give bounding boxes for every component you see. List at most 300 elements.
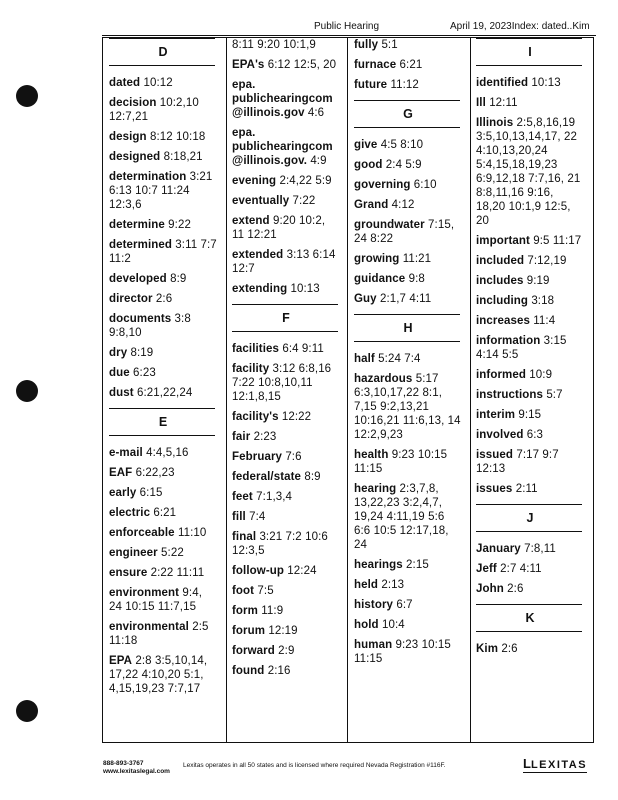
index-refs: 8:12 10:18 [149,131,206,143]
index-entry [232,644,340,658]
index-refs: 11:4 [533,315,556,327]
index-refs: 12:11 [489,97,518,109]
index-refs: 12:22 [281,411,312,423]
index-entry [232,664,340,678]
index-term: director [109,293,153,305]
index-term: information [476,335,541,347]
index-term: held [354,579,379,591]
index-refs: 6:22,23 [135,467,175,479]
index-refs: 6:4 9:11 [282,343,324,355]
index-entry [354,448,462,476]
index-column-1 [109,38,217,702]
lexitas-logo [523,757,587,773]
header-date-text: April 19, 2023 [450,21,512,32]
index-entry [232,194,340,208]
index-term: issued [476,449,514,461]
index-term: ensure [109,567,148,579]
index-term: health [354,449,389,461]
column-divider-2 [347,38,348,742]
index-term: furnace [354,59,397,71]
index-entry [109,76,217,90]
index-entry [109,170,217,212]
index-entry [232,564,340,578]
index-refs: 6:3 [526,429,544,441]
index-entry [232,584,340,598]
index-refs: 8:18,21 [163,151,203,163]
index-term: identified [476,77,529,89]
index-entry [109,292,217,306]
index-entry [476,582,584,596]
index-entry [354,618,462,632]
index-refs: 3:21 7:2 10:6 12:3,5 [232,531,328,557]
index-refs: 9:22 [168,219,191,231]
index-refs: 2:5,8,16,19 3:5,10,13,14,17, 22 4:10,13,20,24 5:4,15,18,19,23 6:9,12,18 7:7,16, 21 8:8,11,16 9:16, 18,20 10:1,9 12:5, 20 [476,117,581,227]
index-entry [232,342,340,356]
index-refs: 2:23 [253,431,277,443]
index-entry [476,96,584,110]
index-term: extended [232,249,284,261]
index-entry [232,58,340,72]
index-term: fill [232,511,246,523]
index-term: forward [232,645,275,657]
index-term: included [476,255,525,267]
index-entry [232,530,340,558]
index-entry [354,198,462,212]
index-term: increases [476,315,530,327]
index-entry [476,562,584,576]
index-entry [354,178,462,192]
index-entry [476,76,584,90]
index-term: eventually [232,195,290,207]
index-entry [109,486,217,500]
index-entry [109,366,217,380]
section-header-k [476,604,584,632]
index-refs: 3:15 4:14 5:5 [476,335,567,361]
index-term: governing [354,179,411,191]
index-term: EAF [109,467,133,479]
index-term: form [232,605,258,617]
index-entry [232,604,340,618]
index-term: facility's [232,411,279,423]
index-term: design [109,131,147,143]
index-term: decision [109,97,157,109]
footer-notice: Lexitas operates in all 50 states and is licensed where required Nevada Registration #116F. [183,762,446,769]
index-entry [476,294,584,308]
index-refs: 10:9 [529,369,553,381]
index-refs: 7:6 [285,451,302,463]
index-entry [354,78,462,92]
index-term: hearings [354,559,403,571]
index-term: guidance [354,273,406,285]
index-term: environment [109,587,180,599]
index-entry [232,624,340,638]
index-entry [476,542,584,556]
index-entry [232,78,340,120]
footer-contact [103,760,170,776]
index-entry [232,510,340,524]
index-refs: 3:11 7:7 11:2 [109,239,217,265]
index-term: dry [109,347,128,359]
index-term: foot [232,585,255,597]
index-refs: 2:4,22 5:9 [279,175,332,187]
index-entry [476,642,584,656]
section-header-i [476,38,584,66]
index-refs: 9:8 [408,273,425,285]
index-entry [354,138,462,152]
index-entry [232,410,340,424]
index-refs: 3:12 6:8,16 7:22 10:8,10,11 12:1,8,15 [232,363,332,403]
index-entry [354,292,462,306]
index-term: fully [354,39,379,51]
index-refs: 2:4 5:9 [385,159,422,171]
index-entry [109,446,217,460]
section-letter: H [403,321,413,335]
index-refs: 2:13 [381,579,405,591]
index-refs: 7:1,3,4 [256,491,293,503]
index-refs: 3:18 [531,295,555,307]
index-entry [109,620,217,648]
section-header-f [232,304,340,332]
index-entry [476,368,584,382]
section-letter: G [403,107,413,121]
header-rule [102,35,596,36]
index-term: determine [109,219,165,231]
index-refs: 6:21 [153,507,177,519]
index-refs: 3:21 6:13 10:7 11:24 12:3,6 [109,171,213,211]
index-entry [109,386,217,400]
footer-website: www.lexitaslegal.com [103,768,170,775]
index-entry [109,96,217,124]
index-refs: 10:2,10 12:7,21 [109,97,199,123]
index-refs: 9:5 11:17 [533,235,582,247]
index-entry [109,466,217,480]
index-entry [354,158,462,172]
section-header-e [109,408,217,436]
index-term: give [354,139,378,151]
section-rule [232,331,338,332]
column-divider-3 [470,38,471,742]
index-term: informed [476,369,526,381]
index-refs: 2:5 11:18 [109,621,209,647]
index-refs: 9:20 10:2, 11 12:21 [232,215,326,241]
index-refs: 3:8 9:8,10 [109,313,191,339]
index-entry [354,482,462,552]
column-divider-1 [226,38,227,742]
index-term: fair [232,431,251,443]
index-term: hold [354,619,379,631]
index-refs: 10:13 [290,283,320,295]
index-refs: 6:10 [413,179,437,191]
index-refs: 2:16 [267,665,291,677]
index-term: hazardous [354,373,413,385]
index-entry [354,598,462,612]
index-refs: 4:4,5,16 [146,447,189,459]
index-entry [109,130,217,144]
index-refs: 2:15 [406,559,429,571]
index-refs: 5:24 7:4 [378,353,421,365]
index-term: early [109,487,137,499]
index-refs: 2:9 [278,645,295,657]
index-refs: 11:21 [402,253,432,265]
index-refs: 3:13 6:14 12:7 [232,249,336,275]
index-term: Guy [354,293,377,305]
index-term: Ill [476,97,486,109]
index-refs: 7:4 [249,511,266,523]
index-refs: 7:15, 24 8:22 [354,219,455,245]
index-term: Kim [476,643,499,655]
index-refs: 2:22 11:11 [150,567,205,579]
index-term: found [232,665,265,677]
index-refs: 7:22 [292,195,316,207]
index-entry [354,638,462,666]
index-term: developed [109,273,167,285]
section-rule [476,531,582,532]
index-entry [354,272,462,286]
index-entry [109,506,217,520]
logo-text: LEXITAS [530,759,588,771]
index-entry [354,38,462,52]
section-header-g [354,100,462,128]
index-entry [109,546,217,560]
index-refs: 4:12 [391,199,415,211]
index-entry [109,346,217,360]
index-entry [476,116,584,228]
section-letter: J [526,511,534,525]
index-term: history [354,599,394,611]
index-entry [232,214,340,242]
index-entry [476,388,584,402]
index-term: EPA [109,655,133,667]
index-refs: 5:22 [161,547,184,559]
index-entry [476,482,584,496]
index-column-3 [354,38,462,672]
section-letter: I [528,45,532,59]
index-term: forum [232,625,266,637]
index-term: half [354,353,375,365]
index-term: epa. publichearingcom @illinois.gov. [232,127,333,167]
section-letter: E [158,415,168,429]
index-term: January [476,543,521,555]
index-refs: 9:15 [518,409,542,421]
index-refs: 9:4, 24 10:15 11:7,15 [109,587,203,613]
index-term: extending [232,283,288,295]
index-term: determination [109,171,187,183]
index-term: electric [109,507,151,519]
index-term: Grand [354,199,389,211]
index-refs: 6:23 [133,367,156,379]
section-letter: D [158,45,168,59]
index-term: includes [476,275,524,287]
section-rule [109,435,215,436]
index-entry [109,566,217,580]
index-refs: 9:19 [526,275,550,287]
index-entry [476,428,584,442]
index-refs: 10:12 [143,77,173,89]
index-entry [109,654,217,696]
index-entry [354,58,462,72]
index-refs: 4:9 [310,155,327,167]
index-entry [109,238,217,266]
index-entry [354,218,462,246]
index-entry [354,252,462,266]
index-term: good [354,159,383,171]
index-refs: 2:6 [501,643,518,655]
index-term: documents [109,313,172,325]
binder-hole-bottom [16,700,38,722]
index-entry [476,448,584,476]
index-refs: 7:5 [257,585,274,597]
index-term: epa. publichearingcom @illinois.gov [232,79,333,119]
index-entry [232,126,340,168]
index-term: including [476,295,529,307]
section-letter: K [525,611,535,625]
index-refs: 2:3,7,8, 13,22,23 3:2,4,7, 19,24 4:11,19 5:6 6:6 10:5 12:17,18, 24 [354,483,449,551]
logo-mark: L [523,756,531,771]
index-term: growing [354,253,400,265]
index-refs: 12:24 [287,565,317,577]
index-entry [232,248,340,276]
index-refs: 5:1 [381,39,398,51]
index-term: important [476,235,530,247]
index-term: future [354,79,388,91]
index-entry [232,282,340,296]
index-entry [354,558,462,572]
index-refs: 8:19 [130,347,154,359]
index-entry [476,254,584,268]
index-term: final [232,531,257,543]
index-refs: 9:23 10:15 11:15 [354,639,451,665]
index-term: enforceable [109,527,175,539]
index-refs: 2:1,7 4:11 [379,293,432,305]
index-refs: 11:12 [390,79,419,91]
index-term: instructions [476,389,544,401]
binder-hole-middle [16,380,38,402]
index-term: environmental [109,621,189,633]
section-rule [354,341,460,342]
header-title: Public Hearing [314,21,380,32]
index-refs: 4:5 8:10 [380,139,424,151]
index-refs: 6:15 [139,487,163,499]
index-refs: 8:9 [170,273,187,285]
index-refs: 11:10 [177,527,207,539]
index-entry [109,312,217,340]
index-term: e-mail [109,447,143,459]
index-refs: 10:13 [531,77,561,89]
section-rule [109,65,215,66]
index-refs: 10:4 [381,619,405,631]
index-entry [476,234,584,248]
index-term: February [232,451,283,463]
index-refs: 7:17 9:7 12:13 [476,449,559,475]
index-entry [354,372,462,442]
index-term: EPA's [232,59,265,71]
index-entry [354,352,462,366]
index-column-4 [476,38,584,662]
index-refs: 12:19 [268,625,298,637]
section-header-d [109,38,217,66]
index-term: due [109,367,130,379]
footer-phone: 888-893-3767 [103,760,144,767]
index-refs: 6:21,22,24 [136,387,193,399]
index-refs: 8:11 9:20 10:1,9 [232,39,316,51]
index-entry [476,314,584,328]
index-term: facility [232,363,270,375]
section-rule [476,65,582,66]
index-term: human [354,639,393,651]
index-term: Illinois [476,117,514,129]
index-entry [232,450,340,464]
index-term: facilities [232,343,280,355]
index-refs: 7:8,11 [524,543,556,555]
index-refs: 2:11 [515,483,538,495]
index-refs: 2:8 3:5,10,14, 17,22 4:10,20 5:1, 4,15,19,23 7:7,17 [109,655,208,695]
section-header-h [354,314,462,342]
index-term: determined [109,239,172,251]
section-rule [476,631,582,632]
index-entry [232,430,340,444]
index-entry [109,272,217,286]
index-entry [109,150,217,164]
index-term: hearing [354,483,397,495]
index-entry [109,218,217,232]
index-entry [354,578,462,592]
index-term: extend [232,215,270,227]
index-term: Jeff [476,563,497,575]
index-refs: 2:7 4:11 [500,563,542,575]
index-refs: 2:6 [507,583,524,595]
index-term: federal/state [232,471,302,483]
index-refs: 6:7 [396,599,413,611]
section-letter: F [282,311,290,325]
index-column-2 [232,38,340,684]
index-term: feet [232,491,253,503]
index-entry [232,362,340,404]
index-term: designed [109,151,161,163]
index-refs: 7:12,19 [527,255,567,267]
index-refs: 4:6 [307,107,325,119]
index-entry [476,274,584,288]
index-refs: 2:6 [155,293,173,305]
index-term: groundwater [354,219,425,231]
index-refs: 5:17 6:3,10,17,22 8:1, 7,15 9:2,13,21 10:16,21 11:6,13, 14 12:2,9,23 [354,373,461,441]
index-entry [109,526,217,540]
index-term: evening [232,175,277,187]
index-entry [476,408,584,422]
header-index-range: Index: dated..Kim [511,21,590,32]
index-refs: 9:23 10:15 11:15 [354,449,448,475]
header-date [450,21,590,32]
section-rule [354,127,460,128]
index-term: John [476,583,504,595]
index-term: engineer [109,547,158,559]
index-refs: 11:9 [261,605,284,617]
index-term: dated [109,77,141,89]
index-term: follow-up [232,565,284,577]
index-entry [232,490,340,504]
index-term: issues [476,483,513,495]
index-entry [232,38,340,52]
index-term: involved [476,429,524,441]
section-header-j [476,504,584,532]
index-entry [232,174,340,188]
binder-hole-top [16,85,38,107]
index-term: dust [109,387,134,399]
index-refs: 6:21 [399,59,423,71]
index-term: interim [476,409,516,421]
index-refs: 5:7 [546,389,563,401]
index-entry [476,334,584,362]
index-refs: 6:12 12:5, 20 [267,59,337,71]
